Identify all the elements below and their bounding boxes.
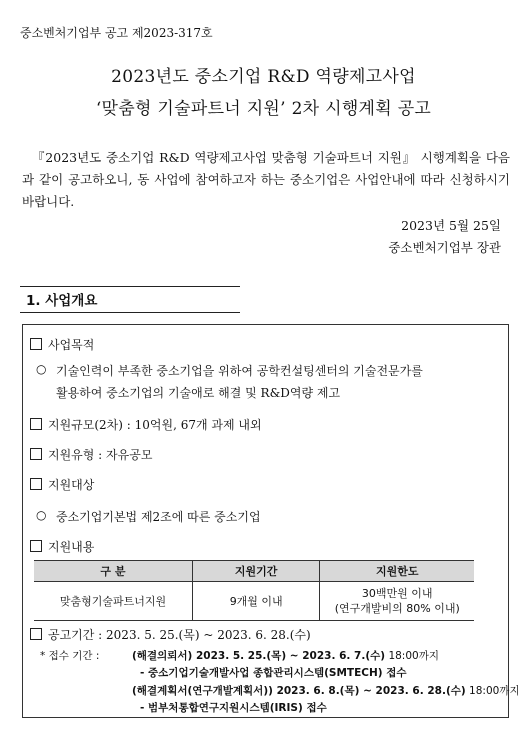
- intro-paragraph: 『2023년도 중소기업 R&D 역량제고사업 맞춤형 기술파트너 지원』 시행계획을 다음과 같이 공고하오니, 동 사업에 참여하고자 하는 중소기업은 사업안내에 따라 신청하시기 바랍니다.: [22, 150, 510, 209]
- checkbox-square-icon: [30, 448, 42, 460]
- announcement-date: 2023년 5월 25일: [401, 218, 501, 233]
- table-header-row: [34, 561, 474, 582]
- reception-label: * 접수 기간 :: [40, 650, 100, 662]
- table-row: [34, 582, 474, 621]
- issuer: 중소벤처기업부 장관: [388, 240, 501, 255]
- notice-number: 중소벤처기업부 공고 제2023-317호: [20, 26, 213, 40]
- circle-bullet-icon: ○: [36, 508, 47, 522]
- table-cell-limit: [320, 582, 474, 621]
- checkbox-square-icon: [30, 418, 42, 430]
- limit-line2: (연구개발비의 80% 이내): [334, 602, 460, 615]
- support-table: [34, 560, 474, 621]
- checkbox-square-icon: [30, 338, 42, 350]
- purpose-label: 사업목적: [48, 338, 95, 352]
- table-cell-period: 9개월 이내: [192, 582, 320, 621]
- content-item: [30, 538, 94, 555]
- reception-a-dates: (해결의뢰서) 2023. 5. 25.(목) ~ 2023. 6. 7.(수): [132, 650, 386, 662]
- purpose-line1: 기술인력이 부족한 중소기업을 위하여 공학컨설팅센터의 기술전문가를: [56, 364, 423, 378]
- type-text: 지원유형 : 자유공모: [48, 448, 153, 462]
- reception-b-time: 18:00까지: [469, 685, 520, 697]
- reception-a: [132, 648, 439, 663]
- table-cell-category: 맞춤형기술파트너지원: [34, 582, 192, 621]
- table-header: 지원기간: [192, 561, 320, 582]
- checkbox-square-icon: [30, 628, 42, 640]
- page-title-line1: 2023년도 중소기업 R&D 역량제고사업: [111, 67, 416, 87]
- purpose-item: [30, 336, 94, 353]
- checkbox-square-icon: [30, 478, 42, 490]
- section-heading: 1. 사업개요: [20, 286, 240, 313]
- page-title-line2: ‘맞춤형 기술파트너 지원’ 2차 시행계획 공고: [95, 99, 432, 119]
- type-item: [30, 446, 152, 463]
- circle-bullet-icon: ○: [36, 362, 47, 376]
- content-label: 지원내용: [48, 540, 95, 554]
- reception-a-time: 18:00까지: [388, 650, 439, 662]
- target-item: [30, 476, 94, 493]
- reception-b-system: - 범부처통합연구지원시스템(IRIS) 접수: [140, 702, 327, 714]
- reception-a-system: - 중소기업기술개발사업 종합관리시스템(SMTECH) 접수: [140, 667, 407, 679]
- reception-b: [132, 683, 520, 698]
- target-text: 중소기업기본법 제2조에 따른 중소기업: [56, 510, 261, 524]
- period-text: 공고기간 : 2023. 5. 25.(목) ~ 2023. 6. 28.(수): [48, 628, 311, 642]
- scale-text: 지원규모(2차) : 10억원, 67개 과제 내외: [48, 418, 262, 432]
- table-header: 지원한도: [320, 561, 474, 582]
- target-label: 지원대상: [48, 478, 95, 492]
- reception-b-dates: (해결계획서(연구개발계획서)) 2023. 6. 8.(목) ~ 2023. 6. 28.(수): [132, 685, 466, 697]
- table-header: 구 분: [34, 561, 192, 582]
- period-item: [30, 626, 311, 643]
- limit-line1: 30백만원 이내: [361, 587, 433, 600]
- scale-item: [30, 416, 262, 433]
- checkbox-square-icon: [30, 540, 42, 552]
- purpose-line2: 활용하여 중소기업의 기술애로 해결 및 R&D역량 제고: [56, 386, 341, 400]
